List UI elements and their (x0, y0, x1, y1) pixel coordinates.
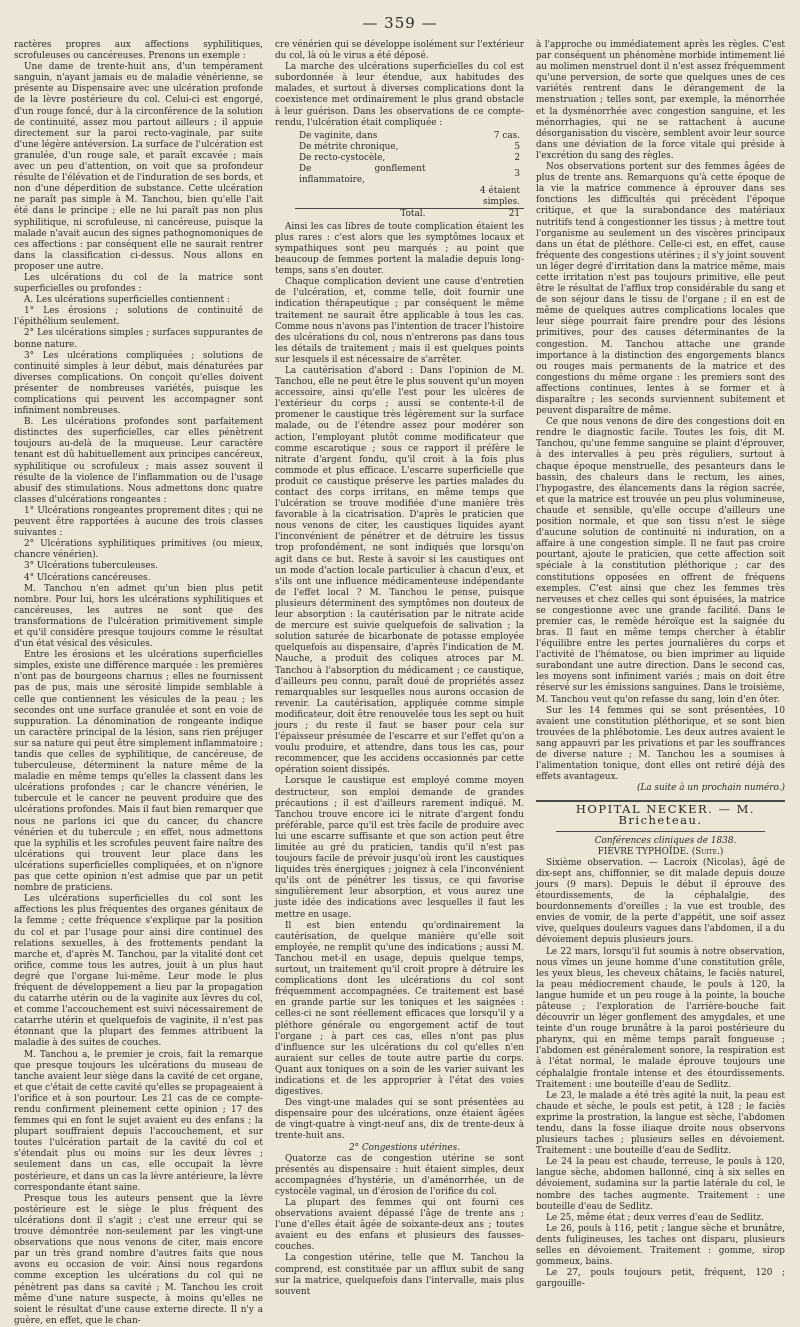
hospital-subtitle: Conférences cliniques de 1838. (594, 835, 737, 846)
hospital-title: HOPITAL NECKER. — M. Bricheteau. (575, 802, 756, 828)
table-row (295, 131, 524, 142)
page-number: — 359 — (362, 14, 438, 32)
table-row (295, 164, 524, 186)
table-row (295, 142, 524, 153)
col3-paragraph: Nos observations portent sur des femmes âgées de plus de trente ans. Remarquons qu'à cette époque de la vie la matrice commence à éprouver dans ses fonctions les difficultés qui précèdent l'époque critique, et que la surabondance des matériaux nutritifs tend à congestionner les tissus ; à mettre tout l'organisme au seulement un des viscères principaux dans un état de pléthore. Celle-ci est, en effet, cause fréquente des congestions utérines ; il s'y joint souvent un léger degré d'irritation dans la matrice même, mais cette irritation n'est pas toujours primitive, elle peut être le résultat de l'afflux trop considérable du sang et de son séjour dans le tissu de l'organe ; il en est de même de quelques autres complications locales que leur siège pourrait faire prendre pour des lésions primitives, pour des causes déterminantes de la congestion. M. Tanchou attache une grande importance à la distinction des engorgements blancs ou rouges mais permanents de la matrice et des congestions du même organe : les premiers sont des affections continues, lentes à se former et à disparaître ; les seconds surviennent subitement et peuvent disparaître de même. (536, 162, 785, 417)
col3-paragraph: Le 23, le malade a été très agité la nuit, la peau est chaude et sèche, le pouls est petit, à 128 ; le faciès exprime la prostration, la langue est sèche, l'abdomen tendu, dans la fosse iliaque droite nous observons plusieurs taches ; plusieurs selles en dévoiement. Traitement : une bouteille d'eau de Sedlitz. (536, 1090, 785, 1157)
col2-paragraph: cre vénérien qui se développe isolément sur l'extérieur du col, là où le virus a été déposé. (275, 40, 524, 62)
col1-paragraph: M. Tanchou n'en admet qu'un bien plus petit nombre. Pour lui, hors les ulcérations syphilitiques et cancéreuses, les autres ne sont que des transformations de l'ulcération primitivement simple et qu'il considère presque toujours comme le résultat d'un état vésical des vésicules. (14, 583, 263, 650)
col3-paragraph: Le 22 mars, lorsqu'il fut soumis à notre observation, nous vîmes un jeune homme d'une constitution grêle, les yeux bleus, les cheveux châtains, le faciès naturel, la peau médiocrement chaude, le pouls à 120, la langue humide et un peu rouge à la pointe, la bouche pâteuse ; l'exploration de l'arrière-bouche fait découvrir un léger gonflement des amygdales, et une teinte d'un rouge brunâtre à la paroi postérieure du pharynx, qui en même temps paraît fongueuse ; l'abdomen est généralement sonore, la respiration est à l'état normal, le malade éprouve toujours une céphalalgie frontale intense et des étourdissements. Traitement : une bouteille d'eau de Sedlitz. (536, 946, 785, 1090)
col2-paragraph: La congestion utérine, telle que M. Tanchou la comprend, est constituée par un afflux subit de sang sur la matrice, quelquefois dans l'intervalle, mais plus souvent (275, 1253, 524, 1297)
col3-paragraph: Le 24 la peau est chaude, terreuse, le pouls à 120, langue sèche, abdomen ballonné, cinq à six selles en dévoiement, sudamina sur la partie latérale du col, le nombre des taches augmente. Traitement : une bouteille d'eau de Sedlitz. (536, 1157, 785, 1212)
col1-paragraph: 2° Les ulcérations simples ; surfaces suppurantes de bonne nature. (14, 328, 263, 350)
col3-paragraph: à l'approche ou immédiatement après les règles. C'est par conséquent un phénomène morbide intimement lié au molimen menstruel dont il n'est assez fréquemment qu'une perversion, de sorte que quelques unes de ces variétés rentrent dans le dérangement de la menstruation ; telles sont, par exemple, la ménorrhée et la dysménorrhée avec congestion sanguine, et les ménorrhagies, qui ne se rattachent à aucune désorganisation du viscère, semblent avoir leur source dans une déviation de la force vitale qui préside à l'excrétion du sang des règles. (536, 40, 785, 161)
col3-paragraph: Le 26, pouls à 116, petit ; langue sèche et brunâtre, dents fuligineuses, les taches ont disparu, plusieurs selles en dévoiement. Traitement : gomme, sirop gommeux, bains. (536, 1223, 785, 1268)
col3-paragraph: Ce que nous venons de dire des congestions doit en rendre le diagnostic facile. Toutes les fois, dit M. Tanchou, qu'une femme sanguine se plaint d'éprouver, à des intervalles à peu près réguliers, surtout à chaque époque menstruelle, des pesanteurs dans le bassin, des chaleurs dans le rectum, les aines, l'hypogastre, des élancements dans la région sacrée, et que la matrice est trouvée un peu plus volumineuse, chaude et sensible, qu'elle occupe d'ailleurs une position normale, et que son tissu n'est le siège d'aucune solution de continuité ni induration, on a affaire à une congestion simple. Il ne faut pas croire pourtant, ajoute le praticien, que cette affection soit spéciale à la constitution pléthorique ; car des constitutions opposées en offrent de fréquens exemples. C'est ainsi que chez les femmes très nerveuses et chez celles qui sont épuisées, la matrice se congestionne avec une grande facilité. Dans le premier cas, le remède héroïque est la saignée du bras. Il faut en même temps chercher à établir l'équilibre entre les pertes journalières du corps et l'activité de l'hématose, ou bien imprimer au liquide surabondant une autre direction. Dans le second cas, les moyens sont infiniment variés ; mais on doit être réservé sur les émissions sanguines. Dans le troisième, M. Tanchou veut qu'on refasse du sang, loin d'en ôter. (536, 417, 785, 705)
col2-paragraph: La marche des ulcérations superficielles du col est subordonnée à leur étendue, aux habitudes des malades, et surtout à diverses complications dont la coexistence met ordinairement le plus grand obstacle à leur guérison. Dans les observations de ce compte-rendu, l'ulcération était compliquée : (275, 62, 524, 128)
table-cell-value: 7 cas. (493, 130, 520, 141)
title-divider (556, 831, 765, 832)
col1-paragraph: Presque tous les auteurs pensent que la lèvre postérieure est le siège le plus fréquent des ulcérations dont il s'agit ; c'est une erreur qui se trouve démontrée non-seulement par les vingt-une observations que nous venons de citer, mais encore par un très grand nombre d'autres faits que nous avons eu occasion de voir. Ainsi nous regardons comme exception les ulcérations du col qui ne pénètrent pas dans sa cavité ; M. Tanchou les croit même d'une nature suspecte, à moins qu'elles ne soient le résultat d'une cause externe directe. Il n'y a guère, en effet, que le chan- (14, 1193, 263, 1326)
col2-paragraph: Des vingt-une malades qui se sont présentées au dispensaire pour des ulcérations, onze étaient âgées de vingt-quatre à vingt-neuf ans, dix de trente-deux à trente-huit ans. (275, 1098, 524, 1142)
col1-paragraph: Les ulcérations du col de la matrice sont superficielles ou profondes : (14, 272, 263, 295)
column-1 (14, 40, 263, 1326)
col1-paragraph: M. Tanchou a, le premier je crois, fait la remarque que presque toujours les ulcérations du museau de tanche avaient leur siège dans la cavité de cet organe, et que c'était de cette cavité qu'elles se propageaient à l'orifice et à son pourtour. Les 21 cas de ce compte-rendu confirment pleinement cette opinion ; 17 des femmes qui en font le sujet avaient eu des enfans ; la plupart souffraient depuis l'accouchement, et sur toutes l'ulcération partait de la cavité du col et s'étendait plus ou moins sur les deux lèvres ; seulement dans un cas, elle occupait la lèvre postérieure, et dans un cas la lèvre antérieure, la lèvre correspondante étant saine. (14, 1049, 263, 1193)
table-cell-label: De métrite chronique, (299, 141, 399, 152)
table-cell-value: 5 (514, 141, 520, 152)
table-cell-simple: 4 étaient simples. (480, 185, 520, 207)
col3-paragraph: Le 25, même état ; deux verres d'eau de Sedlitz. (546, 1212, 764, 1223)
case-heading: FIÈVRE TYPHOÏDE. (Suite.) (597, 846, 724, 857)
col1-paragraph: 3° Les ulcérations compliquées ; solutions de continuité simples à leur début, mais dénaturées par diverses complications. On conçoit qu'elles doivent présenter de nombreuses variétés, puisque les complications qui peuvent les accompagner sont infiniment nombreuses. (14, 350, 263, 417)
col1-paragraph: ractères propres aux affections syphilitiques, scrofuleuses ou cancéreuses. Prenons un exemple : (14, 40, 263, 62)
col3-paragraph: Sur les 14 femmes qui se sont présentées, 10 avaient une constitution pléthorique, et se sont bien trouvées de la phlébotomie. Les deux autres avaient le sang appauvri par les privations et par les souffrances de diverse nature ; M. Tanchou les a soumises à l'alimentation tonique, dont elles ont retiré déjà des effets avantageux. (536, 705, 785, 783)
col3-paragraph: Le 27, pouls toujours petit, fréquent, 120 ; gargouille- (536, 1268, 785, 1290)
col1-paragraph: Entre les érosions et les ulcérations superficielles simples, existe une différence marquée : les premières n'ont pas de bourgeons charnus ; elles ne fournissent pas de pus, mais une sérosité limpide semblable à celle que contiennent les vésicules de la peau ; les secondes ont une surface granulée et sont en voie de suppuration. La dénomination de rongeante indique un caractère principal de la lésion, sans rien préjuger sur sa nature qui peut être simplement inflammatoire ; tandis que celles de syphilitique, de cancéreuse, de tuberculeuse, déterminent la nature même de la maladie en même temps qu'elles la classent dans les ulcérations profondes ; car le chancre vénérien, le tubercule et le cancer ne peuvent produire que des ulcérations profondes. Mais il faut bien remarquer que nous ne parlons ici que du cancer, du chancre vénérien et du tubercule ; en effet, nous admettons que la syphilis et les scrofules peuvent faire naître des ulcérations qui trouvent leur place dans les ulcérations superficielles compliquées, et on n'ignore pas que cette opinion n'est admise que par un petit nombre de praticiens. (14, 650, 263, 894)
complications-table (295, 131, 524, 220)
table-total-row (295, 208, 524, 220)
col3-paragraph: Sixième observation. — Lacroix (Nicolas), âgé de dix-sept ans, chiffonnier, se dit malade depuis douze jours (9 mars). Depuis le début il éprouve des étourdissements, de la céphalalgie, des bourdonnements d'oreilles ; la vue est trouble, des envies de vomir, de la perte d'appétit, une soif assez vive, quelques douleurs vagues dans l'abdomen, il a du dévoiement depuis plusieurs jours. (536, 857, 785, 946)
col1-paragraph: A. Les ulcérations superficielles contiennent : (24, 295, 230, 306)
table-cell-value: 2 (514, 152, 520, 163)
col1-paragraph: Une dame de trente-huit ans, d'un tempérament sanguin, n'ayant jamais eu de maladie vénérienne, se présente au Dispensaire avec une ulcération profonde de la lèvre postérieure du col. Celui-ci est engorgé, d'un rouge foncé, dur à la circonférence de la solution de continuité, assez mou partout ailleurs ; il appuie directement sur la paroi recto-vaginale, par suite d'une légère antéversion. La surface de l'ulcération est granulée, d'un rouge sale, et paraît excavée ; mais avec un peu d'attention, on voit que sa profondeur résulte de l'élévation et de l'induration de ses bords, et non d'une déperdition de substance. Cette ulcération ne paraît pas simple à M. Tanchou, bien qu'elle l'ait été dans le principe ; elle ne lui paraît pas non plus syphilitique, ni scrofuleuse, ni cancéreuse, puisque la malade n'avait aucun des signes pathognomoniques de ces affections : par conséquent elle ne saurait rentrer dans la classification ci-dessus. Nous allons en proposer une autre. (14, 62, 263, 272)
table-row (295, 153, 524, 164)
table-cell-label: De gonflement inflammatoire, (299, 163, 426, 185)
table-total-value: 21 (429, 208, 524, 220)
col1-paragraph: 3° Ulcérations tuberculeuses. (24, 561, 158, 572)
col1-paragraph: Les ulcérations superficielles du col sont les affections les plus fréquentes des organes génitaux de la femme ; cette fréquence s'explique par la position du col et par l'usage pour ainsi dire continuel des relations sexuelles, à des frottements pendant la marche et, d'après M. Tanchou, par la vitalité dont cet orifice, comme tous les autres, jouit à un plus haut degré que l'organe lui-même. Leur mode le plus fréquent de développement a lieu par la propagation du catarrhe utérin ou de la vaginite aux lèvres du col, et comme l'accouchement est suivi nécessairement de catarrhe utérin et quelquefois de vaginite, il n'est pas étonnant que la plupart des femmes attribuent la maladie à des suites de couches. (14, 894, 263, 1049)
table-cell-label: De vaginite, dans (299, 130, 378, 141)
continuation-note: (La suite à un prochain numéro.) (636, 783, 785, 794)
col2-paragraph: Chaque complication devient une cause d'entretien de l'ulcération, et, comme telle, doit fournir une indication thérapeutique ; par conséquent le même traitement ne saurait être applicable à tous les cas. Comme nous n'avons pas l'intention de tracer l'histoire des ulcérations du col, nous n'entrerons pas dans tous les détails de traitement ; mais il est quelques points sur lesquels il est nécessaire de s'arrêter. (275, 277, 524, 365)
table-cell-label: De recto-cystocèle, (299, 152, 386, 163)
table-total-label: Total. (295, 208, 429, 220)
col2-paragraph: Il est bien entendu qu'ordinairement la cautérisation, de quelque manière qu'elle soit employée, ne remplit qu'une des indications ; aussi M. Tanchou met-il en usage, depuis quelque temps, surtout, un traitement qu'il croit propre à détruire les complications dont les ulcérations du col sont fréquemment accompagnées. Ce traitement est basé en grande partie sur les toniques et les saignées : celles-ci ne sont réellement efficaces que lorsqu'il y a pléthore générale ou engorgement actif de tout l'organe ; à part ces cas, elles n'ont pas plus d'influence sur les ulcérations du col qu'elles n'en auraient sur celles de toute autre partie du corps. Quant aux toniques on a soin de les varier suivant les indications et de les approprier à l'état des voies digestives. (275, 920, 524, 1098)
col1-paragraph: 1° Ulcérations rongeantes proprement dites ; qui ne peuvent être rapportées à aucune des trois classes suivantes : (14, 505, 263, 539)
col2-paragraph: Ainsi les cas libres de toute complication étaient les plus rares : c'est alors que les symptômes locaux et sympathiques sont peu marqués ; au point que beaucoup de femmes portent la maladie depuis long-temps, sans s'en douter. (275, 221, 524, 277)
col1-paragraph: 1° Les érosions ; solutions de continuité de l'épithélium seulement. (14, 306, 263, 328)
col2-paragraph: La cautérisation d'abord : Dans l'opinion de M. Tanchou, elle ne peut être le plus souvent qu'un moyen accessoire, ainsi qu'elle l'est pour les ulcères de l'extérieur du corps ; aussi se contente-t-il de promener le caustique très légèrement sur la surface malade, ou de l'étendre assez pour modérer son action, l'employant plutôt comme modificateur que comme escarotique ; sous ce rapport il préfère le nitrate d'argent fondu, qu'il croit à la fois plus commode et plus efficace. L'escarre superficielle que produit ce caustique préserve les parties malades du contact des corps irritans, en même temps que l'ulcération se trouve modifiée d'une manière très favorable à la cicatrisation. D'après le praticien que nous venons de citer, les caustiques liquides ayant l'inconvénient de pénétrer et de détruire les tissus trop profondément, ne sont indiqués que lorsqu'on agit dans ce but. Reste à savoir si les caustiques ont un mode d'action locale particulier à chacun d'eux, et s'ils ont une influence médicamenteuse indépendante de l'effet local ? M. Tanchou le pense, puisque plusieurs déterminent des symptômes non douteux de leur absorption : la cautérisation par le nitrate acide de mercure est suivie quelquefois de salivation ; la solution saturée de bicarbonate de potasse employée quelquefois au dispensaire, d'après l'indication de M. Nauche, a produit des coliques atroces par M. Tanchou à l'absorption du médicament ; ce caustique, d'ailleurs peu connu, paraît doué de propriétés assez remarquables sur lesquelles nous aurons occasion de revenir. La cautérisation, appliquée comme simple modificateur, doit être renouvelée tous les sept ou huit jours ; du reste il faut se baser pour cela sur l'épaisseur présumée de l'escarre et sur l'effet qu'on a voulu produire, et attendre, dans tous les cas, pour recommencer, que les accidens occasionnés par cette opération soient dissipés. (275, 365, 524, 776)
col1-paragraph: 4° Ulcérations cancéreuses. (24, 572, 151, 583)
column-3 (536, 40, 785, 1290)
columns (14, 40, 786, 1326)
col1-paragraph: B. Les ulcérations profondes sont parfaitement distinctes des superficielles, car elles pénètrent toujours au-delà de la muqueuse. Leur caractère tenant est dû habituellement aux principes cancéreux, syphilitique ou scrofuleux ; mais assez souvent il résulte de la violence de l'inflammation ou de l'usage abusif des stimulations. Nous admettons donc quatre classes d'ulcérations rongeantes : (14, 417, 263, 505)
col2-paragraph: La plupart des femmes qui ont fourni ces observations avaient dépassé l'âge de trente ans ; l'une d'elles était âgée de soixante-deux ans ; toutes avaient eu des enfans et plusieurs des fausses-couches. (275, 1198, 524, 1253)
table-cell-value: 3 (514, 169, 520, 180)
col1-paragraph: 2° Ulcérations syphilitiques primitives (ou mieux, chancre vénérien). (14, 539, 263, 561)
col2-paragraph: Quatorze cas de congestion utérine se sont présentés au dispensaire : huit étaient simples, deux accompagnées d'hystérie, un d'aménorrhée, un de cystocèle vaginal, un d'érosion de l'orifice du col. (275, 1153, 524, 1197)
col2-paragraph: Lorsque le caustique est employé comme moyen destructeur, son emploi demande de grandes précautions ; il est d'ailleurs rarement indiqué. M. Tanchou trouve encore ici le nitrate d'argent fondu préférable, parce qu'il est très facile de produire avec lui une escarre suffisante et que son action peut être limitée au gré du praticien, tandis qu'il n'est pas toujours facile de prévoir jusqu'où iront les caustiques liquides très énergiques ; joignez à cela l'inconvénient qu'ils ont de pénétrer les tissus, ce qui favorise singulièrement leur absorption, et vous aurez une juste idée des indications avec lesquelles il faut les mettre en usage. (275, 776, 524, 920)
section-heading: 2° Congestions utérines. (348, 1142, 461, 1153)
table-row (295, 186, 524, 209)
column-2 (275, 40, 524, 1297)
